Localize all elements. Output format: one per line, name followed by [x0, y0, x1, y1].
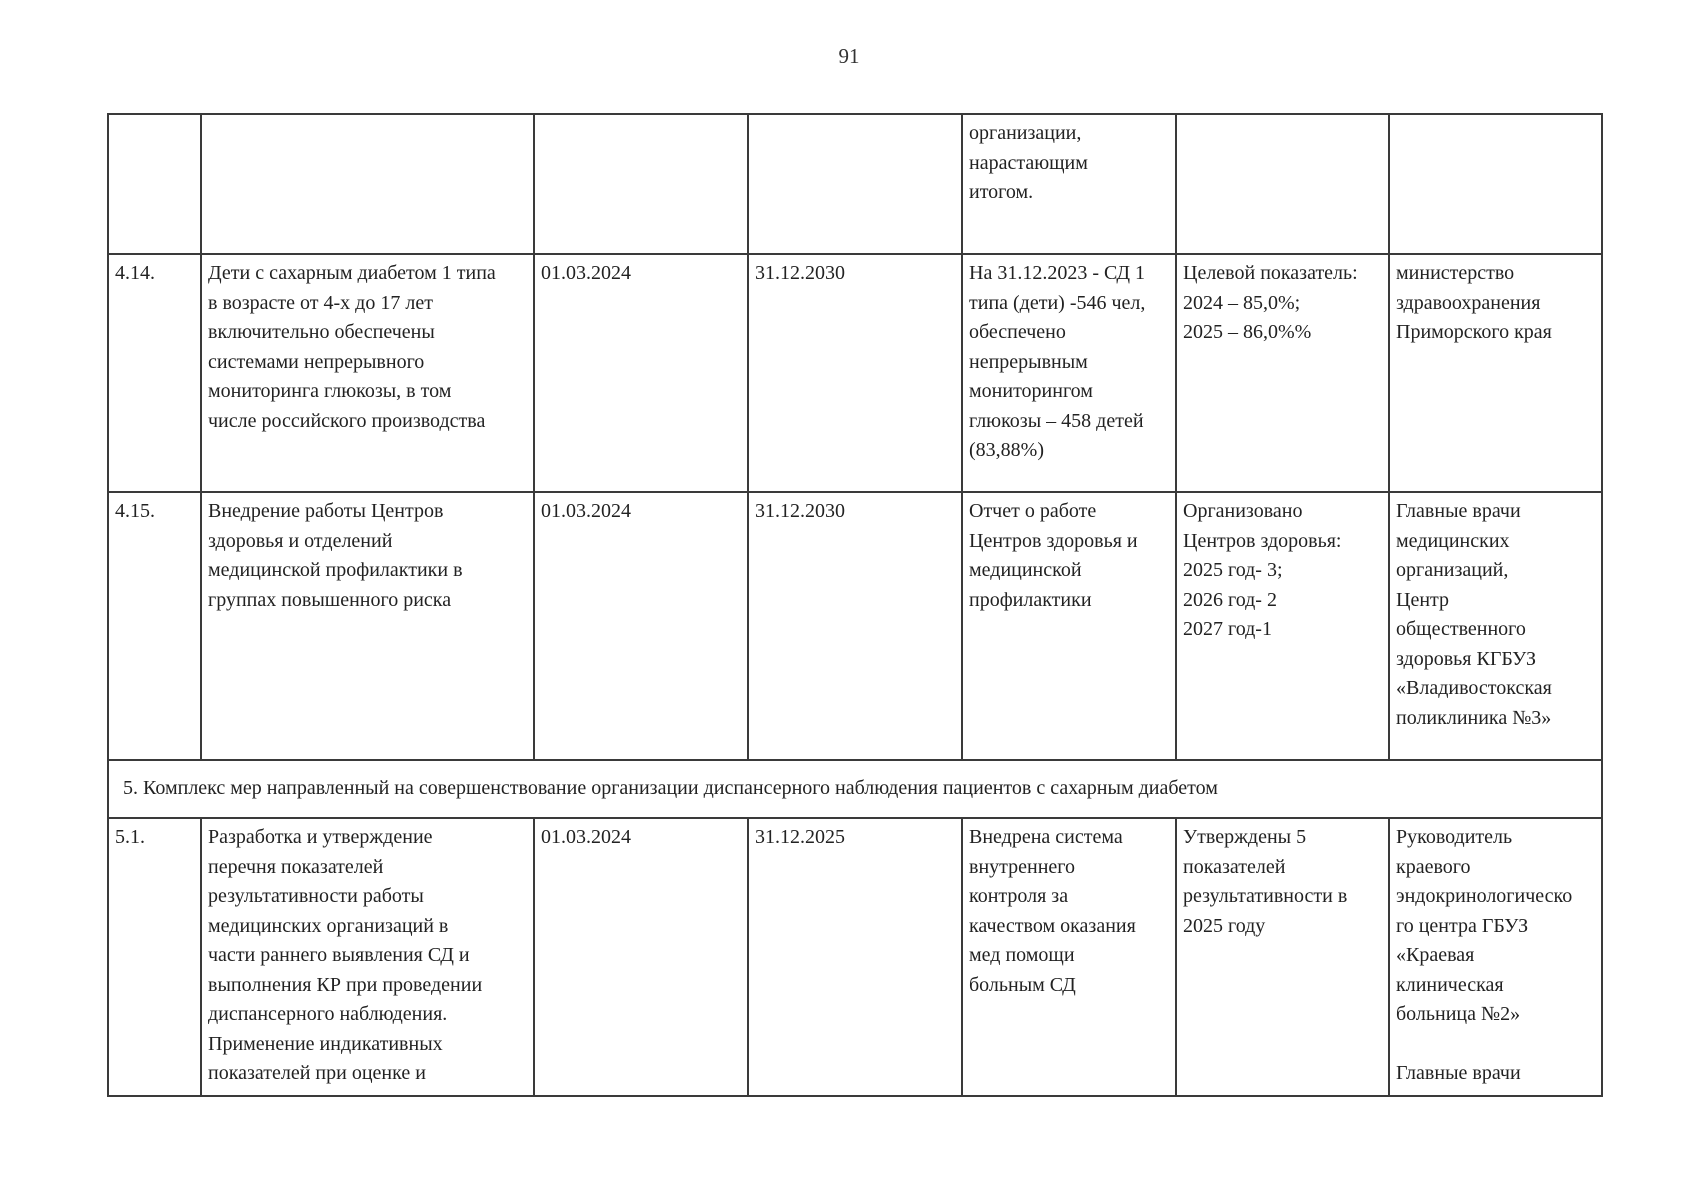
cell-result: Внедрена система внутреннего контроля за качеством оказания мед помощи больным СД — [962, 818, 1176, 1096]
cell-start-date: 01.03.2024 — [534, 254, 748, 492]
responsible-secondary: Главные врачи — [1396, 1061, 1521, 1084]
table-row-5-1 — [108, 818, 1602, 1096]
cell-end-date: 31.12.2025 — [748, 818, 962, 1096]
section-heading: 5. Комплекс мер направленный на совершенствование организации диспансерного наблюдения пациентов с сахарным диабетом — [108, 760, 1602, 818]
cell-start-date: 01.03.2024 — [534, 818, 748, 1096]
cell-end-date: 31.12.2030 — [748, 254, 962, 492]
cell-event: Внедрение работы Центров здоровья и отделений медицинской профилактики в группах повышенного риска — [201, 492, 534, 760]
table-row-4-14 — [108, 254, 1602, 492]
cell-result: На 31.12.2023 - СД 1 типа (дети) -546 чел, обеспечено непрерывным мониторингом глюкозы – 458 детей (83,88%) — [962, 254, 1176, 492]
cell-number: 4.14. — [108, 254, 201, 492]
responsible-primary: Руководитель краевого эндокринологическо го центра ГБУЗ «Краевая клиническая больница №2» — [1396, 826, 1573, 1025]
spacer — [1396, 1030, 1595, 1059]
cell-number: 5.1. — [108, 818, 201, 1096]
cell-end-date — [748, 114, 962, 254]
table-row-continuation — [108, 114, 1602, 254]
cell-event: Дети с сахарным диабетом 1 типа в возрасте от 4-х до 17 лет включительно обеспечены системами непрерывного мониторинга глюкозы, в том числе российского производства — [201, 254, 534, 492]
cell-end-date: 31.12.2030 — [748, 492, 962, 760]
cell-indicator: Организовано Центров здоровья: 2025 год- 3; 2026 год- 2 2027 год-1 — [1176, 492, 1389, 760]
cell-responsible: министерство здравоохранения Приморского края — [1389, 254, 1602, 492]
cell-indicator: Утверждены 5 показателей результативности в 2025 году — [1176, 818, 1389, 1096]
cell-number: 4.15. — [108, 492, 201, 760]
action-plan-table — [107, 113, 1603, 1097]
cell-number — [108, 114, 201, 254]
cell-result: организации, нарастающим итогом. — [962, 114, 1176, 254]
cell-event: Разработка и утверждение перечня показателей результативности работы медицинских организаций в части раннего выявления СД и выполнения КР при проведении диспансерного наблюдения. Применение индикативных показателей при оценке и — [201, 818, 534, 1096]
cell-responsible — [1389, 818, 1602, 1096]
cell-indicator — [1176, 114, 1389, 254]
table-section-row — [108, 760, 1602, 818]
cell-responsible — [1389, 114, 1602, 254]
cell-result: Отчет о работе Центров здоровья и медицинской профилактики — [962, 492, 1176, 760]
table-row-4-15 — [108, 492, 1602, 760]
cell-indicator: Целевой показатель: 2024 – 85,0%; 2025 – 86,0%% — [1176, 254, 1389, 492]
cell-start-date: 01.03.2024 — [534, 492, 748, 760]
page-number: 91 — [838, 44, 860, 68]
cell-responsible: Главные врачи медицинских организаций, Центр общественного здоровья КГБУЗ «Владивостокская поликлиника №3» — [1389, 492, 1602, 760]
cell-start-date — [534, 114, 748, 254]
cell-event — [201, 114, 534, 254]
